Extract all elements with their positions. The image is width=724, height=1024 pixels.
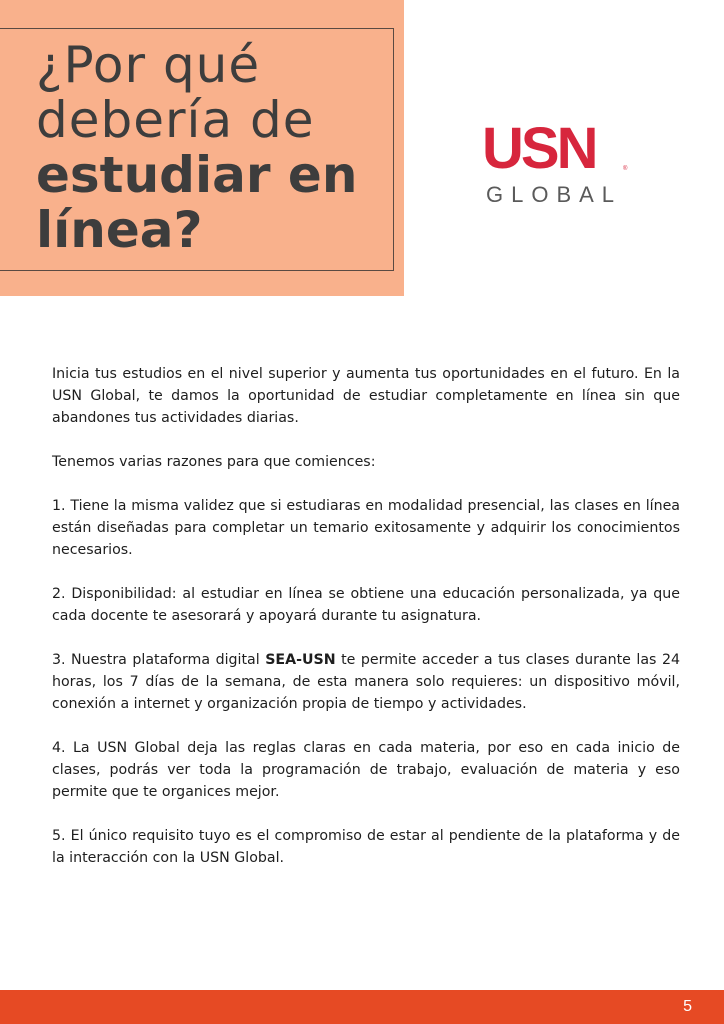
reason-1: 1. Tiene la misma validez que si estudiaras en modalidad presencial, las clases en línea están diseñadas para completar un temario exitosamente y adquirir los conocimientos necesarios. — [52, 498, 680, 558]
header-block — [0, 0, 404, 296]
title-line-4: línea? — [36, 201, 203, 259]
footer-bar — [0, 990, 724, 1024]
reason-3 — [52, 649, 680, 715]
reason-5: 5. El único requisito tuyo es el compromiso de estar al pendiente de la plataforma y de la interacción con la USN Global. — [52, 828, 680, 866]
reasons-lead: Tenemos varias razones para que comiences: — [52, 454, 376, 470]
reason-3-pre: 3. Nuestra plataforma digital — [52, 652, 266, 668]
platform-name: SEA-USN — [265, 652, 336, 668]
title-line-1: ¿Por qué — [36, 36, 261, 94]
reason-3-post: te permite acceder a tus clases durante las 24 horas, los 7 días de la semana, de esta manera solo requieres: un dispositivo móvil, conexión a internet y organización propia de tiempo y actividades. — [52, 652, 680, 712]
reason-4: 4. La USN Global deja las reglas claras en cada materia, por eso en cada inicio de clases, podrás ver toda la programación de trabajo, evaluación de materia y eso permite que te organices mejor. — [52, 740, 680, 800]
title-line-2: debería de — [36, 91, 315, 149]
usn-global-logo — [482, 116, 632, 210]
logo-registered-mark: ® — [623, 166, 628, 172]
body-content — [52, 363, 680, 891]
page-title — [36, 38, 357, 258]
logo-wordmark: USN — [482, 116, 596, 181]
page-number: 5 — [683, 998, 692, 1015]
logo-subtitle: GLOBAL — [486, 182, 623, 207]
intro-paragraph: Inicia tus estudios en el nivel superior y aumenta tus oportunidades en el futuro. En la USN Global, te damos la oportunidad de estudiar completamente en línea sin que abandones tus actividades diarias. — [52, 366, 680, 426]
title-line-3: estudiar en — [36, 146, 358, 204]
reason-2: 2. Disponibilidad: al estudiar en línea se obtiene una educación personalizada, ya que cada docente te asesorará y apoyará durante tu asignatura. — [52, 586, 680, 624]
